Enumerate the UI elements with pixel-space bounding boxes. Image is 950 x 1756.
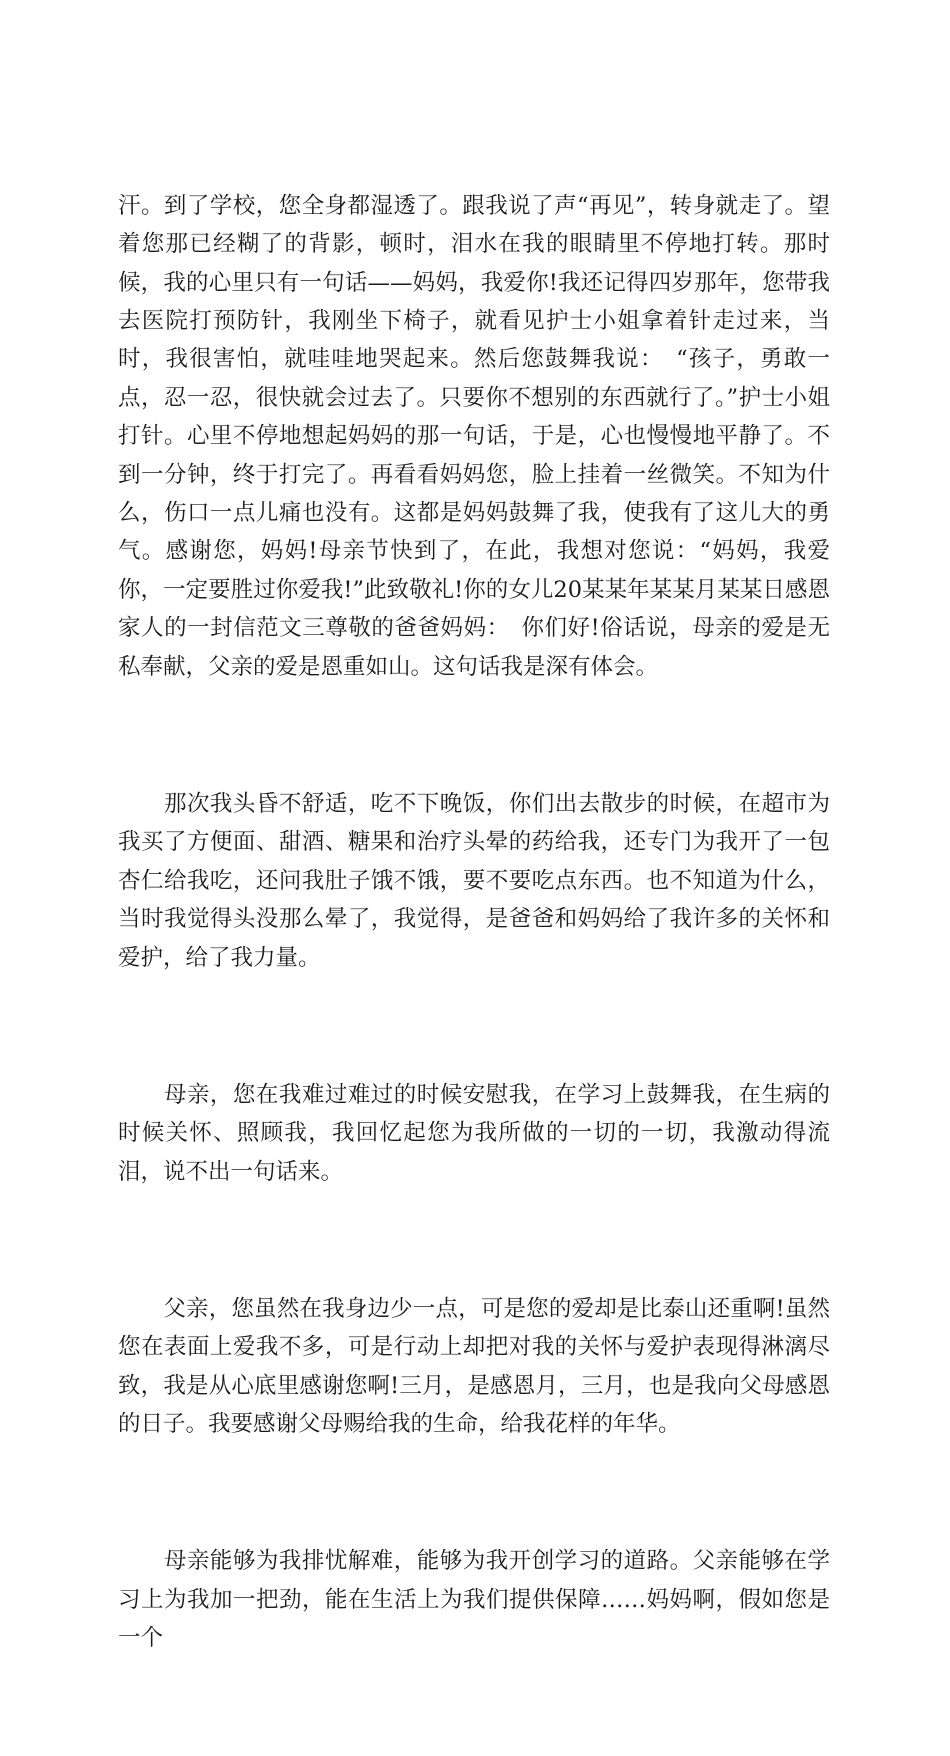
document-body <box>118 110 830 1756</box>
paragraph-4: 父亲，您虽然在我身边少一点，可是您的爱却是比泰山还重啊!虽然您在表面上爱我不多，可是行动上却把对我的关怀与爱护表现得淋漓尽致，我是从心底里感谢您啊!三月，是感恩月，三月，也是我向父母感恩的日子。我要感谢父母赐给我的生命，给我花样的年华。 <box>118 1295 830 1437</box>
paragraph-3: 母亲，您在我难过难过的时候安慰我，在学习上鼓舞我，在生病的时候关怀、照顾我，我回忆起您为我所做的一切的一切，我激动得流泪，说不出一句话来。 <box>118 1081 830 1185</box>
paragraph-1: 汗。到了学校，您全身都湿透了。跟我说了声“再见”，转身就走了。望着您那已经糊了的背影，顿时，泪水在我的眼睛里不停地打转。那时候，我的心里只有一句话——妈妈，我爱你!我还记得四岁那年，您带我去医院打预防针，我刚坐下椅子，就看见护士小姐拿着针走过来，当时，我很害怕，就哇哇地哭起来。然后您鼓舞我说： “孩子，勇敢一点，忍一忍，很快就会过去了。只要你不想别的东西就行了。”护士小姐打针。心里不停地想起妈妈的那一句话，于是，心也慢慢地平静了。不到一分钟，终于打完了。再看看妈妈您，脸上挂着一丝微笑。不知为什么，伤口一点儿痛也没有。这都是妈妈鼓舞了我，使我有了这儿大的勇气。感谢您，妈妈!母亲节快到了，在此，我想对您说：“妈妈，我爱你，一定要胜过你爱我!”此致敬礼!你的女儿20某某年某某月某某日感恩家人的一封信范文三尊敬的爸爸妈妈： 你们好!俗话说，母亲的爱是无私奉献，父亲的爱是恩重如山。这句话我是深有体会。 <box>118 192 830 680</box>
paragraph-2: 那次我头昏不舒适，吃不下晚饭，你们出去散步的时候，在超市为我买了方便面、甜酒、糖果和治疗头晕的药给我，还专门为我开了一包杏仁给我吃，还问我肚子饿不饿，要不要吃点东西。也不知道为什么，当时我觉得头没那么晕了，我觉得，是爸爸和妈妈给了我许多的关怀和爱护，给了我力量。 <box>118 790 830 971</box>
paragraph-5: 母亲能够为我排忧解难，能够为我开创学习的道路。父亲能够在学习上为我加一把劲，能在生活上为我们提供保障……妈妈啊，假如您是一个 <box>118 1548 830 1652</box>
